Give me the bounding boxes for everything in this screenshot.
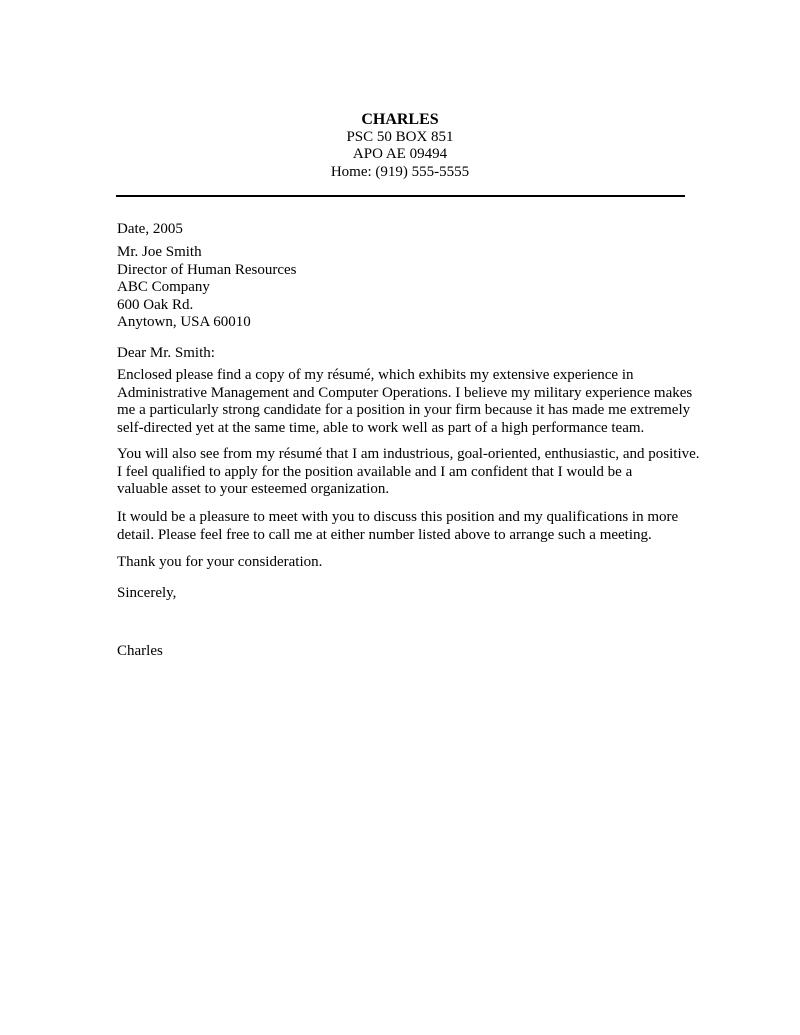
paragraph-line: You will also see from my résumé that I am industrious, goal-oriented, enthusiastic, and positive. [117, 446, 700, 462]
recipient-address [117, 244, 697, 332]
paragraph-line: Thank you for your consideration. [117, 554, 323, 570]
recipient-line: 600 Oak Rd. [117, 296, 194, 313]
sender-address-line2: APO AE 09494 [352, 146, 448, 162]
paragraph-line: self-directed yet at the same time, able to work well as part of a high performance team. [117, 419, 645, 436]
paragraph-4 [117, 554, 697, 572]
sender-phone: Home: (919) 555-5555 [330, 163, 470, 180]
paragraph-line: valuable asset to your esteemed organization. [117, 481, 390, 497]
header-divider [116, 195, 685, 197]
sender-address-line1: PSC 50 BOX 851 [346, 128, 454, 145]
paragraph-line: I feel qualified to apply for the position available and I am confident that I would be a [117, 463, 633, 480]
paragraph-line: Administrative Management and Computer Operations. I believe my military experience makes [117, 384, 693, 401]
recipient-line: Director of Human Resources [117, 261, 297, 278]
closing: Sincerely, [117, 585, 177, 601]
paragraph-3 [117, 509, 697, 544]
sender-name: CHARLES [361, 111, 439, 128]
recipient-line: Mr. Joe Smith [117, 244, 202, 260]
paragraph-line: detail. Please feel free to call me at either number listed above to arrange such a meeting. [117, 526, 652, 543]
paragraph-line: It would be a pleasure to meet with you to discuss this position and my qualifications in more [117, 509, 679, 525]
paragraph-line: Enclosed please find a copy of my résumé, which exhibits my extensive experience in [117, 367, 634, 383]
letterhead [0, 111, 800, 181]
salutation: Dear Mr. Smith: [117, 345, 215, 361]
letter-date: Date, 2005 [117, 221, 183, 237]
recipient-line: Anytown, USA 60010 [117, 314, 251, 330]
paragraph-line: me a particularly strong candidate for a position in your firm because it has made me extremely [117, 402, 691, 418]
recipient-line: ABC Company [117, 279, 210, 295]
paragraph-1 [117, 367, 697, 437]
paragraph-2 [117, 446, 700, 499]
signature: Charles [117, 643, 163, 659]
